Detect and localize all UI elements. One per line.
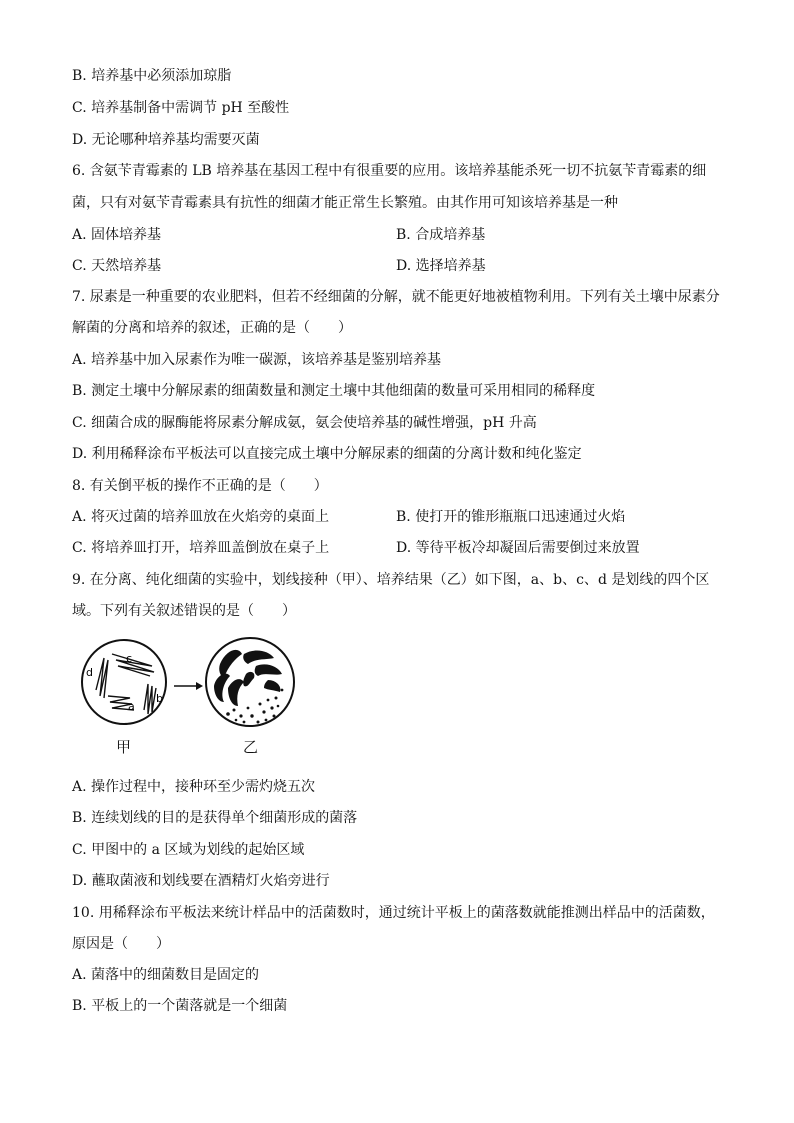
text-line: B. 培养基中必须添加琼脂	[72, 68, 232, 84]
text-line: C. 培养基制备中需调节 pH 至酸性	[72, 100, 290, 116]
zone-label-b: b	[156, 692, 163, 705]
figure-caption-yi: 乙	[243, 738, 259, 756]
text-line: 域。下列有关叙述错误的是（ ）	[72, 603, 296, 619]
text-line: 6. 含氨苄青霉素的 LB 培养基在基因工程中有很重要的应用。该培养基能杀死一切不抗氨苄青霉素的细	[72, 163, 707, 179]
text-line: 菌，只有对氨苄青霉素具有抗性的细菌才能正常生长繁殖。由其作用可知该培养基是一种	[72, 195, 618, 211]
arrow-head-icon	[196, 682, 203, 690]
plate-jia-outline	[82, 640, 166, 724]
text-line: 8. 有关倒平板的操作不正确的是（ ）	[72, 478, 328, 494]
text-line: D. 利用稀释涂布平板法可以直接完成土壤中分解尿素的细菌的分离计数和纯化鉴定	[72, 446, 582, 462]
option-left: A. 将灭过菌的培养皿放在火焰旁的桌面上	[72, 509, 330, 525]
text-line: 9. 在分离、纯化细菌的实验中，划线接种（甲）、培养结果（乙）如下图，a、b、c、d 是划线的四个区	[72, 572, 710, 588]
option-right: D. 选择培养基	[396, 258, 486, 274]
option-right: D. 等待平板冷却凝固后需要倒过来放置	[396, 540, 640, 556]
text-line: 10. 用稀释涂布平板法来统计样品中的活菌数时，通过统计平板上的菌落数就能推测出样品中的活菌数，	[72, 905, 715, 921]
zone-label-a: a	[128, 700, 135, 713]
option-right: B. 使打开的锥形瓶瓶口迅速通过火焰	[396, 509, 626, 525]
option-left: C. 天然培养基	[72, 258, 162, 274]
text-line: B. 平板上的一个菌落就是一个细菌	[72, 998, 288, 1014]
text-line: 原因是（ ）	[72, 936, 170, 952]
text-line: C. 细菌合成的脲酶能将尿素分解成氨，氨会使培养基的碱性增强，pH 升高	[72, 415, 537, 431]
figure-caption-jia: 甲	[116, 738, 132, 756]
text-line: C. 甲图中的 a 区域为划线的起始区域	[72, 842, 305, 858]
streak-plate-figure	[78, 636, 308, 760]
option-left: C. 将培养皿打开，培养皿盖倒放在桌子上	[72, 540, 330, 556]
text-line: D. 无论哪种培养基均需要灭菌	[72, 132, 260, 148]
streak-zone-d	[96, 658, 108, 698]
option-right: B. 合成培养基	[396, 227, 486, 243]
text-line: A. 菌落中的细菌数目是固定的	[72, 967, 260, 983]
text-line: D. 蘸取菌液和划线要在酒精灯火焰旁进行	[72, 873, 330, 889]
streak-plate-diagram	[78, 636, 308, 760]
text-line: B. 连续划线的目的是获得单个细菌形成的菌落	[72, 810, 358, 826]
colony-mass	[214, 650, 282, 706]
option-left: A. 固体培养基	[72, 227, 162, 243]
text-line: B. 测定土壤中分解尿素的细菌数量和测定土壤中其他细菌的数量可采用相同的稀释度	[72, 383, 596, 399]
streak-zone-c	[112, 654, 154, 676]
text-line: 解菌的分离和培养的叙述，正确的是（ ）	[72, 320, 352, 336]
zone-label-c: c	[126, 652, 133, 665]
zone-label-d: d	[86, 666, 93, 679]
text-line: 7. 尿素是一种重要的农业肥料，但若不经细菌的分解，就不能更好地被植物利用。下列有关土壤中尿素分	[72, 289, 720, 305]
streak-zone-b	[144, 684, 156, 714]
text-line: A. 培养基中加入尿素作为唯一碳源，该培养基是鉴别培养基	[72, 352, 442, 368]
text-line: A. 操作过程中，接种环至少需灼烧五次	[72, 779, 316, 795]
